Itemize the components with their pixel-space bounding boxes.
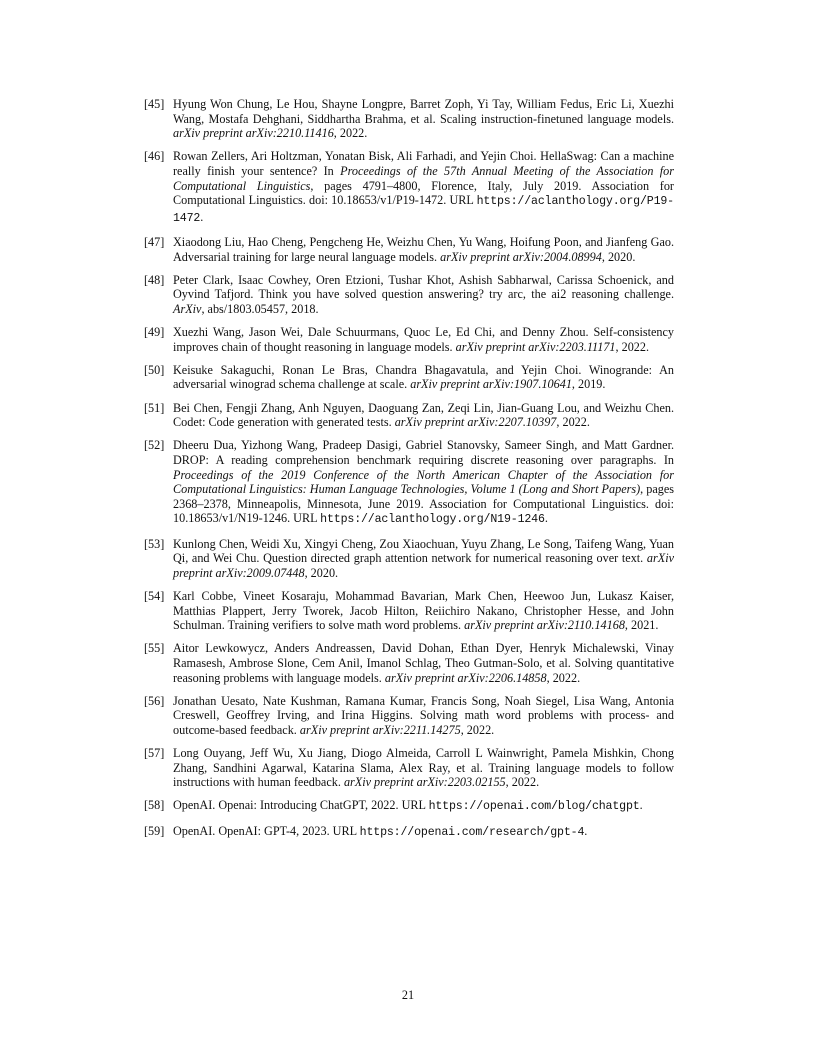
reference-item	[144, 438, 674, 528]
reference-tail: , abs/1803.05457, 2018.	[201, 301, 319, 316]
reference-venue: arXiv preprint arXiv:2210.11416	[173, 126, 334, 141]
reference-item	[144, 798, 674, 815]
reference-url-link[interactable]: https://aclanthology.org/P19-1472	[173, 195, 674, 225]
reference-number: [48]	[144, 272, 165, 287]
reference-text: Bei Chen, Fengji Zhang, Anh Nguyen, Daoguang Zan, Zeqi Lin, Jian-Guang Lou, and Weizhu Chen. Codet: Code generation with generated tests.	[173, 400, 674, 430]
reference-tail: , 2022.	[556, 415, 590, 430]
reference-tail: , 2022.	[615, 339, 650, 354]
reference-venue: arXiv preprint arXiv:2203.02155	[343, 775, 506, 790]
reference-venue: Proceedings of the 2019 Conference of the North American Chapter of the Association for Computational Linguistics: Human Language Technologies, Volume 1 (Long and Short Papers)	[173, 467, 674, 497]
reference-text: Karl Cobbe, Vineet Kosaraju, Mohammad Bavarian, Mark Chen, Heewoo Jun, Lukasz Kaiser, Matthias Plappert, Jerry Tworek, Jacob Hilton, Reiichiro Nakano, Christopher Hesse, and John Schulman. Training verifiers to solve math word problems.	[173, 588, 674, 633]
reference-text: Aitor Lewkowycz, Anders Andreassen, David Dohan, Ethan Dyer, Henryk Michalewski, Vinay Ramasesh, Ambrose Slone, Cem Anil, Imanol Schlag, Theo Gutman-Solo, et al. Solving quantitative reasoning problems with language models.	[173, 641, 674, 685]
reference-item	[144, 149, 674, 226]
reference-item	[144, 273, 674, 317]
reference-number: [54]	[144, 588, 165, 603]
reference-text: Keisuke Sakaguchi, Ronan Le Bras, Chandra Bhagavatula, and Yejin Choi. Winogrande: An adversarial winograd schema challenge at scale.	[173, 362, 674, 392]
reference-tail: , pages 2368–2378, Minneapolis, Minnesota, June 2019. Association for Computational Linguistics. doi: 10.18653/v1/N19-1246. URL	[173, 482, 675, 526]
reference-tail: , 2021.	[624, 618, 659, 633]
reference-number: [52]	[144, 438, 165, 453]
reference-tail: , 2022.	[333, 126, 368, 141]
reference-url-link[interactable]: https://aclanthology.org/N19-1246	[320, 513, 545, 527]
reference-number: [55]	[144, 641, 165, 656]
reference-url-link[interactable]: https://openai.com/blog/chatgpt	[428, 800, 640, 814]
reference-venue: Proceedings of the 57th Annual Meeting of the Association for Computational Linguistics	[173, 163, 674, 193]
reference-number: [56]	[144, 693, 165, 708]
reference-tail: , 2022.	[460, 722, 495, 737]
page-number: 21	[401, 988, 415, 1002]
reference-end: .	[639, 798, 643, 813]
reference-item	[144, 97, 674, 141]
reference-item	[144, 363, 674, 392]
reference-venue: arXiv preprint arXiv:2206.14858	[384, 670, 547, 685]
reference-item	[144, 401, 674, 430]
reference-venue: arXiv preprint arXiv:1907.10641	[410, 377, 572, 392]
reference-venue: arXiv preprint arXiv:2203.11171	[455, 339, 616, 354]
reference-tail: , pages 4791–4800, Florence, Italy, July 2019. Association for Computational Linguistics. doi: 10.18653/v1/P19-1472. URL	[173, 178, 674, 208]
reference-item	[144, 824, 674, 841]
reference-number: [45]	[144, 97, 165, 111]
reference-item	[144, 537, 674, 581]
reference-text: Dheeru Dua, Yizhong Wang, Pradeep Dasigi, Gabriel Stanovsky, Sameer Singh, and Matt Gardner. DROP: A reading comprehension benchmark requiring discrete reasoning over paragraphs. In	[173, 438, 674, 468]
reference-number: [57]	[144, 746, 165, 761]
reference-venue: arXiv preprint arXiv:2110.14168	[464, 618, 625, 633]
reference-venue: ArXiv	[173, 301, 202, 316]
reference-list	[144, 97, 674, 849]
reference-number: [50]	[144, 362, 165, 377]
reference-tail: , 2020.	[601, 249, 636, 264]
reference-text: Rowan Zellers, Ari Holtzman, Yonatan Bisk, Ali Farhadi, and Yejin Choi. HellaSwag: Can a machine really finish your sentence? In	[173, 149, 674, 178]
reference-text: Kunlong Chen, Weidi Xu, Xingyi Cheng, Zou Xiaochuan, Yuyu Zhang, Le Song, Taifeng Wang, Yuan Qi, and Wei Chu. Question directed graph attention network for numerical reasoning over text.	[173, 536, 674, 566]
reference-item	[144, 325, 674, 354]
reference-item	[144, 641, 674, 685]
reference-text: OpenAI. OpenAI: GPT-4, 2023. URL	[173, 823, 360, 838]
reference-text: OpenAI. Openai: Introducing ChatGPT, 2022. URL	[173, 798, 429, 813]
reference-tail: , 2022.	[505, 775, 540, 790]
reference-item	[144, 589, 674, 633]
reference-text: Long Ouyang, Jeff Wu, Xu Jiang, Diogo Almeida, Carroll L Wainwright, Pamela Mishkin, Chong Zhang, Sandhini Agarwal, Katarina Slama, Alex Ray, et al. Training language models to follow instructions with human feedback.	[173, 746, 674, 790]
reference-item	[144, 235, 674, 264]
reference-number: [51]	[144, 400, 165, 415]
reference-number: [47]	[144, 234, 165, 249]
reference-number: [53]	[144, 536, 165, 551]
reference-text: Hyung Won Chung, Le Hou, Shayne Longpre, Barret Zoph, Yi Tay, William Fedus, Eric Li, Xuezhi Wang, Mostafa Dehghani, Siddhartha Brahma, et al. Scaling instruction-finetuned language models.	[173, 97, 674, 126]
reference-text: Peter Clark, Isaac Cowhey, Oren Etzioni, Tushar Khot, Ashish Sabharwal, Carissa Schoenick, and Oyvind Tafjord. Think you have solved question answering? try arc, the ai2 reasoning challenge.	[173, 272, 674, 302]
reference-venue: arXiv preprint arXiv:2009.07448	[173, 551, 674, 580]
reference-number: [58]	[144, 798, 165, 813]
reference-end: .	[544, 511, 548, 526]
reference-text: Xuezhi Wang, Jason Wei, Dale Schuurmans, Quoc Le, Ed Chi, and Denny Zhou. Self-consistency improves chain of thought reasoning in language models.	[173, 325, 674, 354]
reference-end: .	[584, 823, 588, 838]
reference-tail: , 2020.	[304, 565, 339, 580]
reference-tail: , 2022.	[546, 670, 581, 685]
reference-tail: , 2019.	[571, 377, 606, 392]
reference-end: .	[200, 209, 204, 224]
reference-item	[144, 746, 674, 790]
reference-number: [59]	[144, 823, 165, 838]
reference-url-link[interactable]: https://openai.com/research/gpt-4	[359, 825, 585, 839]
reference-item	[144, 694, 674, 738]
reference-number: [49]	[144, 325, 165, 340]
reference-venue: arXiv preprint arXiv:2004.08994	[440, 249, 602, 264]
reference-venue: arXiv preprint arXiv:2211.14275	[299, 722, 461, 737]
reference-text: Jonathan Uesato, Nate Kushman, Ramana Kumar, Francis Song, Noah Siegel, Lisa Wang, Antonia Creswell, Geoffrey Irving, and Irina Higgins. Solving math word problems with process- and outcome-based feedback.	[173, 693, 674, 737]
reference-text: Xiaodong Liu, Hao Cheng, Pengcheng He, Weizhu Chen, Yu Wang, Hoifung Poon, and Jianfeng Gao. Adversarial training for large neural language models.	[173, 234, 674, 264]
reference-venue: arXiv preprint arXiv:2207.10397	[394, 415, 557, 430]
reference-number: [46]	[144, 149, 165, 164]
